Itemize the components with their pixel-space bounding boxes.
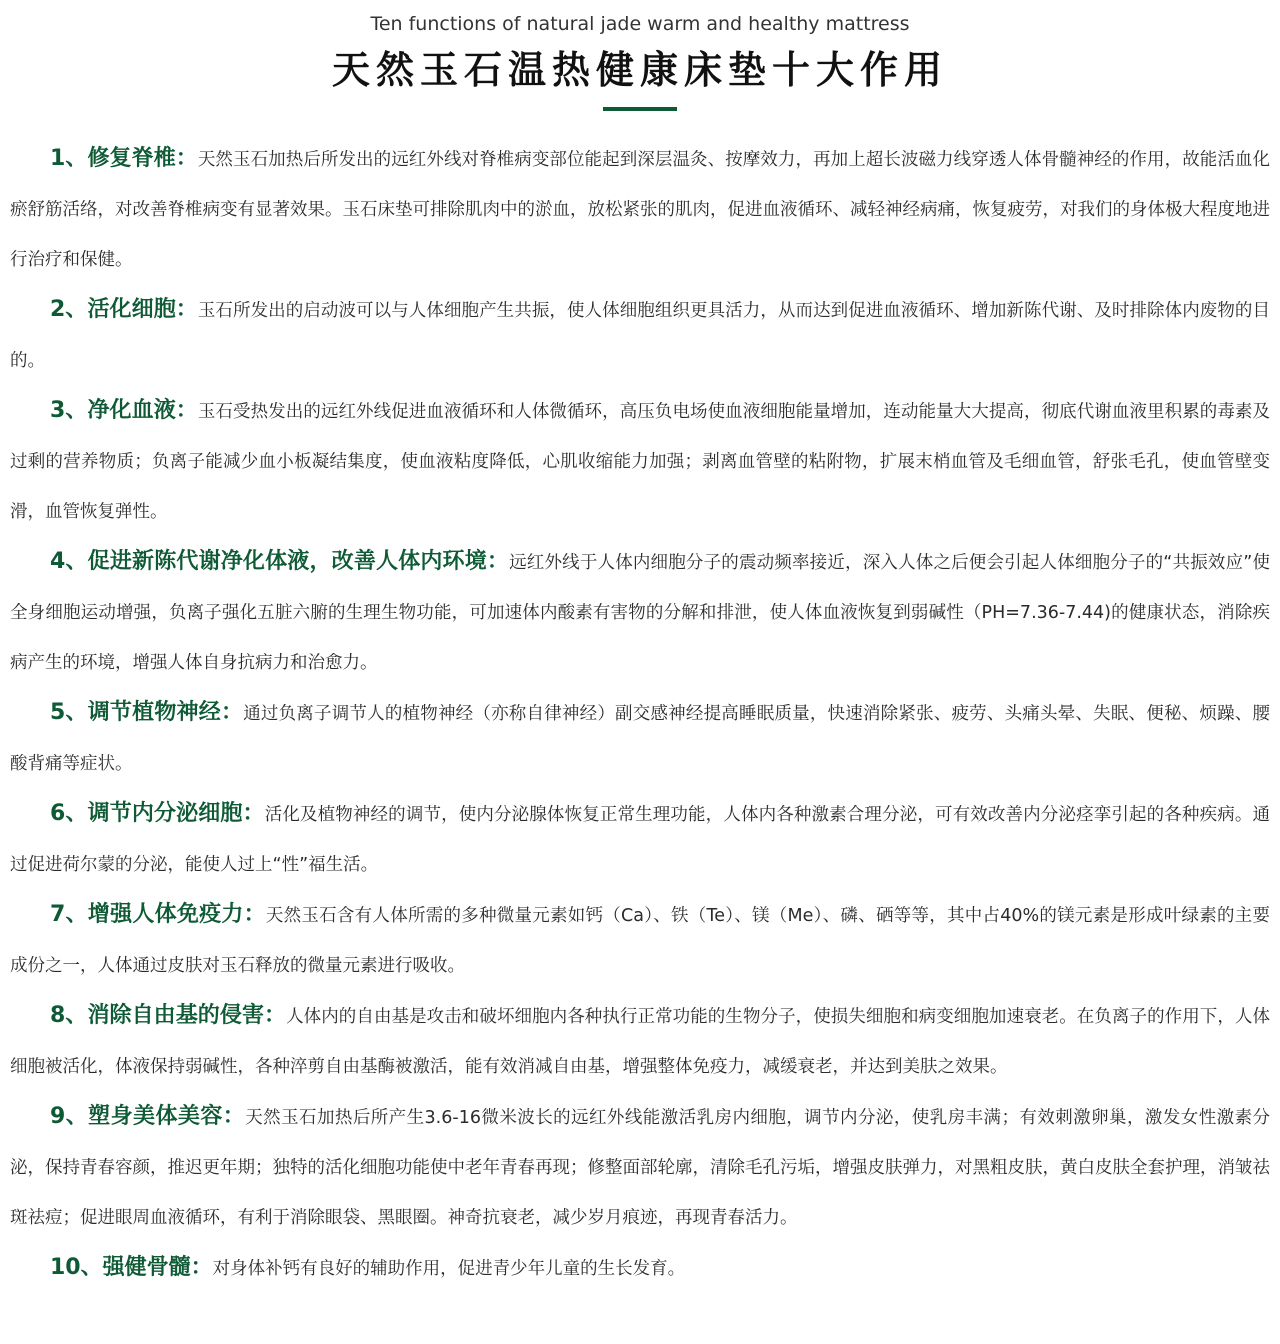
function-heading: 2、活化细胞： [50,297,198,322]
function-heading: 1、修复脊椎： [50,146,198,171]
function-text: 人体内的自由基是攻击和破坏细胞内各种执行正常功能的生物分子，使损失细胞和病变细胞加速衰老。在负离子的作用下，人体细胞被活化，体液保持弱碱性，各种淬剪自由基酶被激活，能有效消减自由基，增强整体免疫力，减缓衰老，并达到美肤之效果。 [10,1007,1270,1077]
function-heading: 9、塑身美体美容： [50,1104,246,1129]
function-text: 活化及植物神经的调节，使内分泌腺体恢复正常生理功能，人体内各种激素合理分泌，可有效改善内分泌痉挛引起的各种疾病。通过促进荷尔蒙的分泌，能使人过上“性”福生活。 [10,805,1270,875]
page-title: 天然玉石温热健康床垫十大作用 [331,48,948,92]
function-item-5 [10,688,1270,789]
english-subtitle: Ten functions of natural jade warm and healthy mattress [370,13,910,35]
function-item-6 [10,789,1270,890]
title-underline [603,107,677,111]
function-heading: 7、增强人体免疫力： [50,902,266,927]
function-text: 远红外线于人体内细胞分子的震动频率接近，深入人体之后便会引起人体细胞分子的“共振效应”使全身细胞运动增强，负离子强化五脏六腑的生理生物功能，可加速体内酸素有害物的分解和排泄，使人体血液恢复到弱碱性（PH=7.36-7.44)的健康状态，消除疾病产生的环境，增强人体自身抗病力和治愈力。 [10,553,1270,673]
function-heading: 10、强健骨髓： [50,1255,213,1280]
function-item-4 [10,537,1270,688]
function-text: 玉石所发出的启动波可以与人体细胞产生共振，使人体细胞组织更具活力，从而达到促进血液循环、增加新陈代谢、及时排除体内废物的目的。 [10,301,1271,371]
function-item-8 [10,991,1270,1092]
function-heading: 5、调节植物神经： [50,700,244,725]
function-item-10 [10,1243,1270,1294]
functions-list [10,134,1270,1294]
function-text: 天然玉石加热后所发出的远红外线对脊椎病变部位能起到深层温灸、按摩效力，再加上超长波磁力线穿透人体骨髓神经的作用，故能活血化瘀舒筋活络，对改善脊椎病变有显著效果。玉石床垫可排除肌肉中的淤血，放松紧张的肌肉，促进血液循环、减轻神经病痛，恢复疲劳，对我们的身体极大程度地进行治疗和保健。 [10,150,1271,270]
function-heading: 4、促进新陈代谢净化体液，改善人体内环境： [50,549,510,574]
function-item-7 [10,890,1270,991]
function-item-2 [10,285,1270,386]
function-text: 对身体补钙有良好的辅助作用，促进青少年儿童的生长发育。 [212,1259,686,1279]
function-heading: 8、消除自由基的侵害： [50,1003,287,1028]
function-heading: 3、净化血液： [50,398,198,423]
function-item-1 [10,134,1270,285]
function-text: 天然玉石加热后所产生3.6-16微米波长的远红外线能激活乳房内细胞，调节内分泌，使乳房丰满；有效刺激卵巢，激发女性激素分泌，保持青春容颜，推迟更年期；独特的活化细胞功能使中老年青春再现；修整面部轮廓，清除毛孔污垢，增强皮肤弹力，对黑粗皮肤，黄白皮肤全套护理，消皱祛斑祛痘；促进眼周血液循环，有利于消除眼袋、黑眼圈。神奇抗衰老，减少岁月痕迹，再现青春活力。 [10,1108,1270,1228]
function-text: 通过负离子调节人的植物神经（亦称自律神经）副交感神经提高睡眠质量，快速消除紧张、疲劳、头痛头晕、失眠、便秘、烦躁、腰酸背痛等症状。 [10,704,1271,774]
function-text: 玉石受热发出的远红外线促进血液循环和人体微循环，高压负电场使血液细胞能量增加，连动能量大大提高，彻底代谢血液里积累的毒素及过剩的营养物质；负离子能减少血小板凝结集度，使血液粘度降低，心肌收缩能力加强；剥离血管壁的粘附物，扩展末梢血管及毛细血管，舒张毛孔，使血管壁变滑，血管恢复弹性。 [10,402,1271,522]
function-heading: 6、调节内分泌细胞： [50,801,265,826]
function-text: 天然玉石含有人体所需的多种微量元素如钙（Ca）、铁（Te）、镁（Me）、磷、硒等等，其中占40%的镁元素是形成叶绿素的主要成份之一，人体通过皮肤对玉石释放的微量元素进行吸收。 [10,906,1270,976]
function-item-9 [10,1092,1270,1243]
function-item-3 [10,386,1270,537]
